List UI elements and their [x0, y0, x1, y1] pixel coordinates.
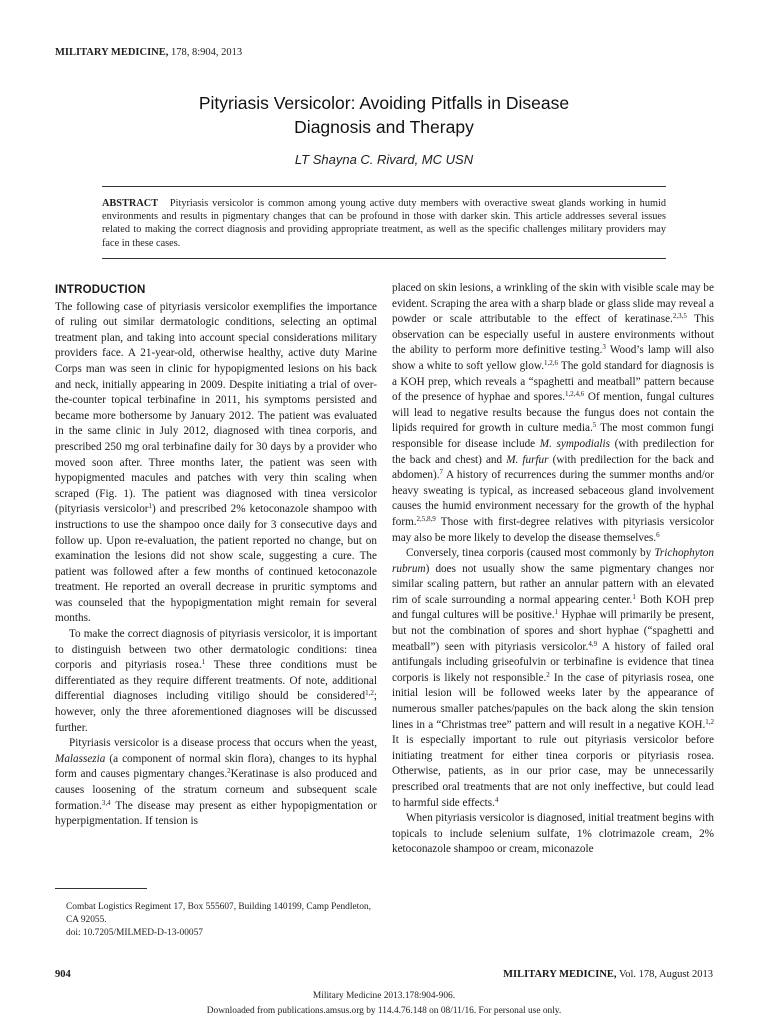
footnote-rule — [55, 888, 147, 889]
article-title — [60, 91, 708, 139]
footer-journal-issue: Vol. 178, August 2013 — [616, 969, 713, 980]
footnote-affiliation: Combat Logistics Regiment 17, Box 555607, Building 140199, Camp Pendleton, CA 92055. — [66, 902, 371, 925]
page-number: 904 — [55, 969, 71, 980]
right-column — [392, 281, 714, 858]
journal-name: MILITARY MEDICINE, — [55, 47, 169, 58]
footer-journal-name: MILITARY MEDICINE, — [503, 969, 617, 980]
intro-paragraph-3: Pityriasis versicolor is a disease process that occurs when the yeast, Malassezia (a component of normal skin flora), changes to its hyphal form and causes pigmentary changes.$^2$Keratinase is also produced and causes loosening of the stratum corneum and subsequent scale formation.$^{3,4}$ The disease may present as either hypopigmentation or hyperpigmentation. If tension is — [55, 737, 377, 828]
affiliation-footnote — [55, 901, 377, 940]
intro-paragraph-1: The following case of pityriasis versicolor exemplifies the importance of ruling out similar dermatologic conditions, selecting an optimal treatment plan, and taking into account special considerations military providers face. A 21-year-old, otherwise healthy, active duty Marine Corps man was seen in clinic for hypopigmented lesions on his back and neck, initially appearing in 2009. Despite initiating a trial of over-the-counter topical terbinafine in 2011, his symptoms persisted and became more bothersome by January 2012. The patient was evaluated in the same clinic in July 2012, diagnosed with tinea corporis, and prescribed 250 mg oral terbinafine daily for 30 days by a provider who moved soon after. Three months later, the patient was seen with hypopigmented macules and patches with very thin scaling when scraped (Fig. 1). The patient was diagnosed with tinea versicolor (pityriasis versicolor$^1$) and prescribed 2% ketoconazole shampoo with instructions to use the shampoo once daily for 3 consecutive days and follow up. Upon re-evaluation, the patient reported no change, but on examination the lesions did not show scale, suggesting a cure. The patient was followed after a few months of continued ketoconazole treatment. He reported an overall decrease in pruritic symptoms and was counseled that the hypopigmentation might remain for several months. — [55, 300, 377, 625]
journal-reference: 178, 8:904, 2013 — [168, 47, 243, 58]
abstract-top-rule — [102, 186, 666, 187]
body-paragraph-2: Conversely, tinea corporis (caused most commonly by Trichophyton rubrum) does not usually show the same pigmentary changes nor similar scaling pattern, but rather an annular pattern with an elevated rim of scale surrounding a normal appearing center.$^1$ Both KOH prep and fungal cultures will be positive.$^1$ Hyphae will primarily be present, but not the combination of spores and short hyphae (“spaghetti and meatball”) seen with pityriasis versicolor.$^{4,9}$ A history of failed oral antifungals including griseofulvin or terbinafine is evidence that tinea corporis is likely not responsible.$^2$ In the case of pityriasis rosea, one initial lesion will be followed weeks later by the appearance of numerous smaller patches/papules on the back along the skin tension lines in a “Christmas tree” pattern and will result in a negative KOH.$^{1,2}$ It is especially important to rule out pityriasis versicolor before initiating treatment for either tinea corporis or pityriasis rosea. Otherwise, patients, as in our prior case, may be unnecessarily prescribed oral treatments that are not only ineffective, but could lead to harmful side effects.$^4$ — [392, 547, 715, 809]
citation-line: Military Medicine 2013.178:904-906. — [312, 991, 456, 1001]
author-byline: LT Shayna C. Rivard, MC USN — [294, 152, 474, 167]
abstract-bottom-rule — [102, 258, 666, 259]
title-line-1: Pityriasis Versicolor: Avoiding Pitfalls in Disease — [198, 93, 570, 113]
intro-paragraph-2: To make the correct diagnosis of pityriasis versicolor, it is important to distinguish between two other dermatologic conditions: tinea corporis and pityriasis rosea.$^1$ These three conditions must be differentiated as they require different treatments. Of note, additional differential diagnoses including vitiligo should be considered$^{1,2}$; however, only the three aforementioned diagnoses will be discussed further. — [55, 628, 377, 734]
footnote-doi: doi: 10.7205/MILMED-D-13-00057 — [66, 928, 203, 938]
left-column — [55, 283, 377, 830]
download-notice: Downloaded from publications.amsus.org by 114.4.76.148 on 08/11/16. For personal use only. — [206, 1006, 562, 1016]
journal-header — [55, 47, 242, 58]
abstract-label: ABSTRACT — [102, 198, 159, 209]
title-line-2: Diagnosis and Therapy — [294, 117, 474, 137]
abstract-text: Pityriasis versicolor is common among young active duty members with overactive sweat glands working in humid environments and results in pigmentary changes that can be profound in those with darker skin. This article addresses several issues related to making the correct diagnosis and providing appropriate treatment, as well as the specific challenges military providers may face in these cases. — [102, 198, 666, 249]
body-paragraph-3: When pityriasis versicolor is diagnosed, initial treatment begins with topicals to include selenium sulfate, 1% clotrimazole cream, 2% ketoconazole shampoo or cream, miconazole — [392, 812, 714, 856]
body-paragraph-1: placed on skin lesions, a wrinkling of the skin with visible scale may be evident. Scraping the area with a sharp blade or glass slide may reveal a powder or scale attributable to the effect of keratinase.$^{2,3,5}$ This observation can be especially useful in austere environments without the ability to perform more definitive testing.$^3$ Wood’s lamp will also show a white to soft yellow glow.$^{1,2,6}$ The gold standard for diagnosis is a KOH prep, which reveals a “spaghetti and meatball” pattern because of the presence of hyphae and spores.$^{1,2,4,6}$ Of mention, fungal cultures will lead to negative results because the fungus does not contain the lipids required for growth in culture media.$^5$ The most common fungi responsible for disease include M. sympodialis (with predilection for the back and chest) and M. furfur (with predilection for the back and abdomen).$^7$ A history of recurrences during the summer months and/or heavy sweating is typical, as increased sebaceous gland involvement causes the humid environment necessary for the growth of the hyphal form.$^{2,5,8,9}$ Those with first-degree relatives with pityriasis versicolor may also be more likely to develop the disease themselves.$^6$ — [392, 282, 715, 544]
abstract — [102, 197, 666, 250]
section-heading-introduction: INTRODUCTION — [55, 284, 146, 296]
footer-journal — [503, 969, 713, 980]
